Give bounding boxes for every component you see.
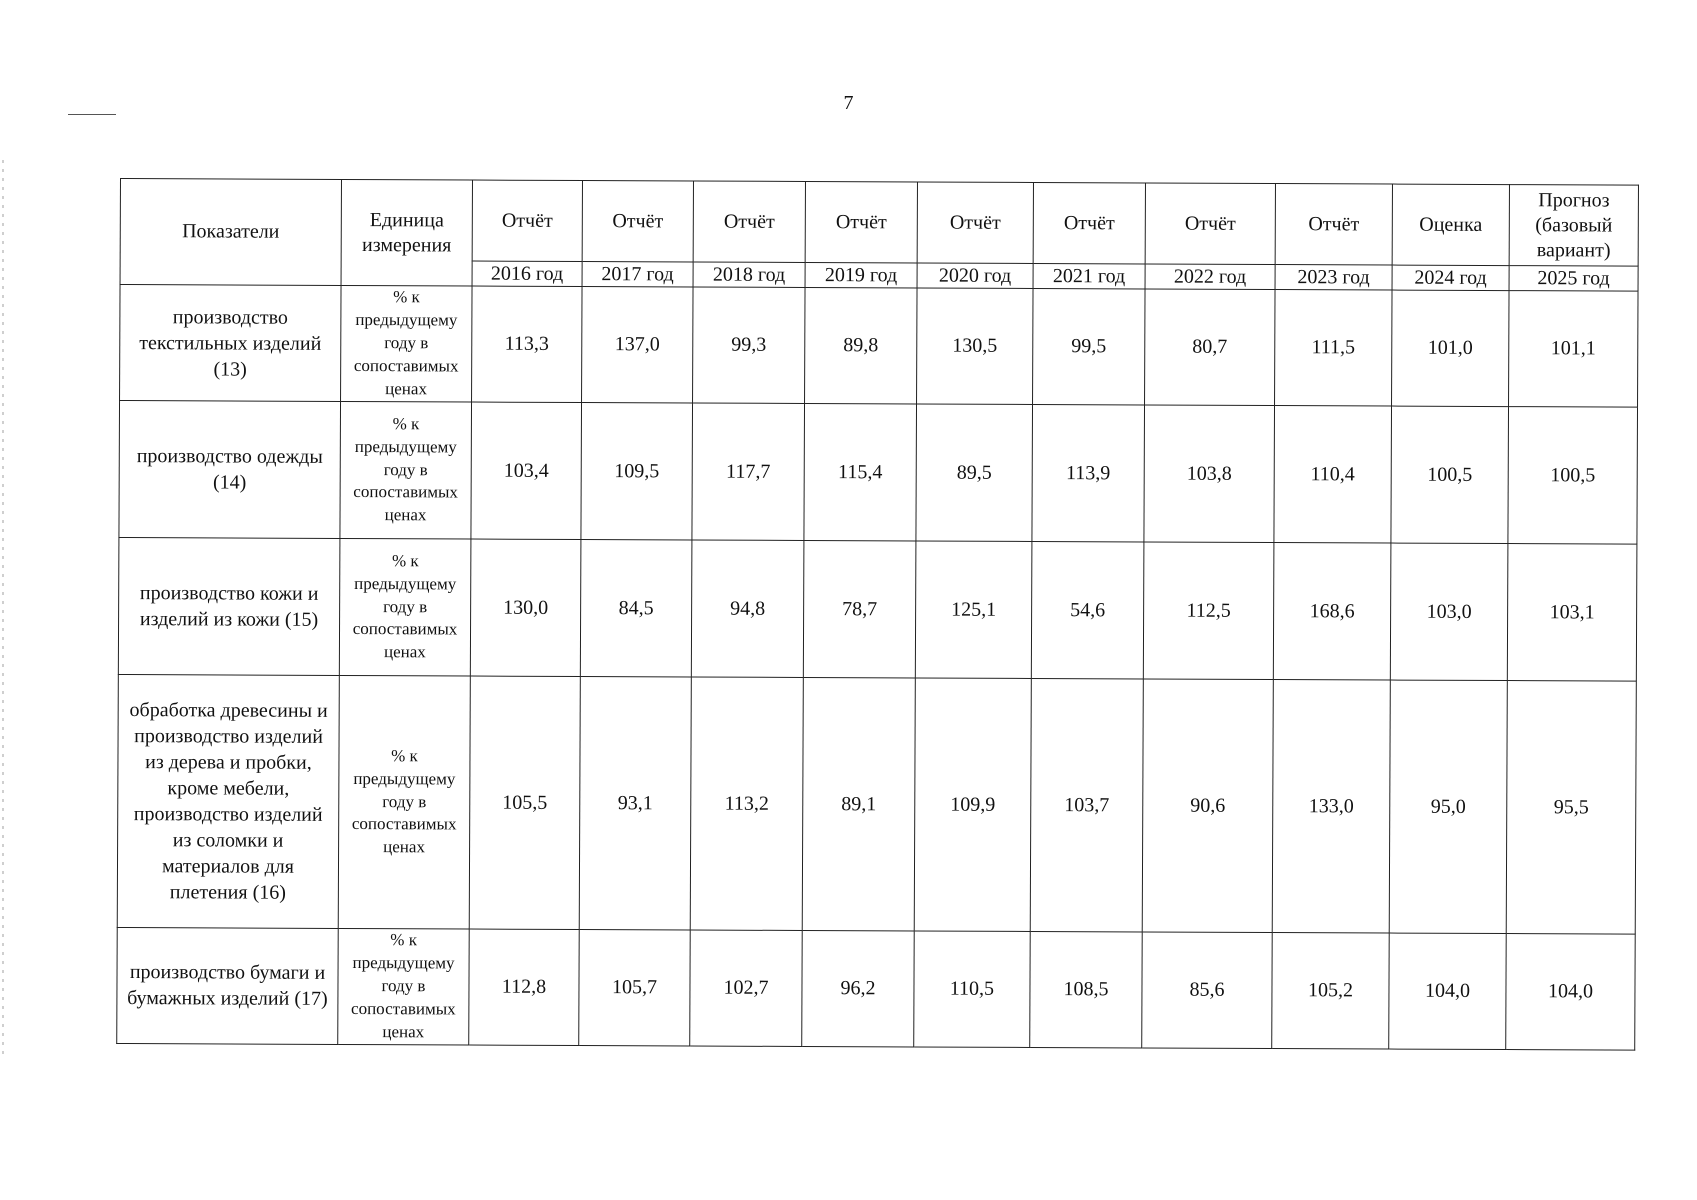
row-value: 115,4 [804,403,917,540]
row-value: 85,6 [1142,932,1273,1048]
row-indicator: производство бумаги и бумажных изделий (17) [117,927,339,1044]
table-row [119,401,1638,545]
row-value: 112,5 [1143,542,1274,680]
row-value: 105,5 [469,676,580,929]
header-year: 2023 год [1275,265,1392,291]
header-period-type: Отчёт [805,181,917,262]
row-value: 101,0 [1392,290,1510,407]
header-row [120,179,1638,267]
row-value: 80,7 [1145,289,1276,406]
row-value: 100,5 [1508,407,1638,545]
row-value: 111,5 [1275,290,1393,407]
row-value: 103,1 [1507,544,1637,682]
header-unit: Единица измерения [341,179,472,286]
header-period-type: Отчёт [1275,184,1392,266]
row-value: 117,7 [692,403,805,540]
row-value: 54,6 [1031,541,1144,678]
row-indicator: производство кожи и изделий из кожи (15) [118,537,340,675]
row-value: 109,5 [581,403,693,540]
header-period-type: Отчёт [1145,183,1275,265]
row-value: 105,7 [579,930,691,1046]
table-row [117,674,1636,934]
row-value: 89,8 [805,287,918,403]
header-year: 2021 год [1033,263,1145,288]
row-value: 103,7 [1030,678,1143,931]
row-value: 89,1 [802,677,915,930]
header-period-type: Оценка [1392,184,1509,266]
row-indicator: производство одежды (14) [119,401,341,539]
row-unit: % к предыдущему году в сопоставимых ценах [338,928,470,1044]
row-unit: % к предыдущему году в сопоставимых ценах [338,675,470,929]
row-indicator: обработка древесины и производство изделий из дерева и пробки, кроме мебели, производство изделий из соломки и материалов для плетения (16) [117,674,339,928]
row-unit: % к предыдущему году в сопоставимых ценах [341,285,473,402]
header-year: 2017 год [582,262,693,287]
row-value: 96,2 [802,930,915,1046]
row-value: 112,8 [469,929,580,1045]
row-value: 130,5 [917,288,1034,405]
row-value: 103,0 [1390,543,1508,681]
row-value: 103,4 [471,402,582,539]
header-year: 2020 год [917,263,1033,289]
row-value: 99,5 [1033,288,1146,404]
row-value: 110,4 [1274,406,1392,544]
row-value: 105,2 [1272,933,1390,1049]
row-value: 89,5 [916,404,1033,542]
row-value: 102,7 [690,930,803,1046]
header-indicator: Показатели [120,179,341,286]
row-value: 113,2 [690,677,803,930]
row-value: 90,6 [1142,679,1273,933]
row-value: 99,3 [693,287,806,403]
table-row [120,285,1638,408]
row-value: 113,3 [472,286,583,402]
row-value: 108,5 [1030,931,1143,1047]
header-period-type: Отчёт [917,182,1033,264]
row-unit: % к предыдущему году в сопоставимых ценах [339,538,471,676]
row-value: 103,8 [1144,405,1275,543]
header-year: 2018 год [693,262,805,287]
header-period-type: Прогноз (базовый вариант) [1509,185,1638,267]
row-value: 95,0 [1389,680,1507,934]
row-value: 104,0 [1389,933,1507,1049]
header-year: 2019 год [805,262,917,287]
table-row [117,927,1635,1049]
row-value: 113,9 [1032,404,1145,541]
header-period-type: Отчёт [472,180,582,261]
row-value: 130,0 [470,539,581,676]
row-value: 168,6 [1273,543,1391,681]
row-value: 78,7 [803,540,916,677]
row-value: 109,9 [914,678,1031,932]
header-year: 2025 год [1509,266,1638,292]
row-indicator: производство текстильных изделий (13) [120,285,342,402]
row-value: 95,5 [1506,681,1636,935]
table-row [118,537,1637,681]
row-unit: % к предыдущему году в сопоставимых ценах [340,401,472,539]
header-year: 2016 год [472,261,582,286]
header-year: 2024 год [1392,265,1509,291]
row-value: 137,0 [582,287,694,403]
row-value: 94,8 [691,540,804,677]
header-period-type: Отчёт [582,181,693,262]
indicators-table [116,178,1639,1050]
row-value: 133,0 [1272,680,1390,934]
row-value: 93,1 [579,677,691,930]
header-year: 2022 год [1145,264,1275,290]
header-period-type: Отчёт [1033,182,1145,263]
row-value: 101,1 [1509,291,1639,408]
scan-edge-marks [2,160,4,1060]
row-value: 104,0 [1506,934,1636,1050]
row-value: 125,1 [915,541,1032,679]
row-value: 100,5 [1391,406,1509,544]
page-number: 7 [843,92,854,114]
row-value: 110,5 [914,931,1031,1047]
header-period-type: Отчёт [693,181,805,262]
row-value: 84,5 [580,540,692,677]
